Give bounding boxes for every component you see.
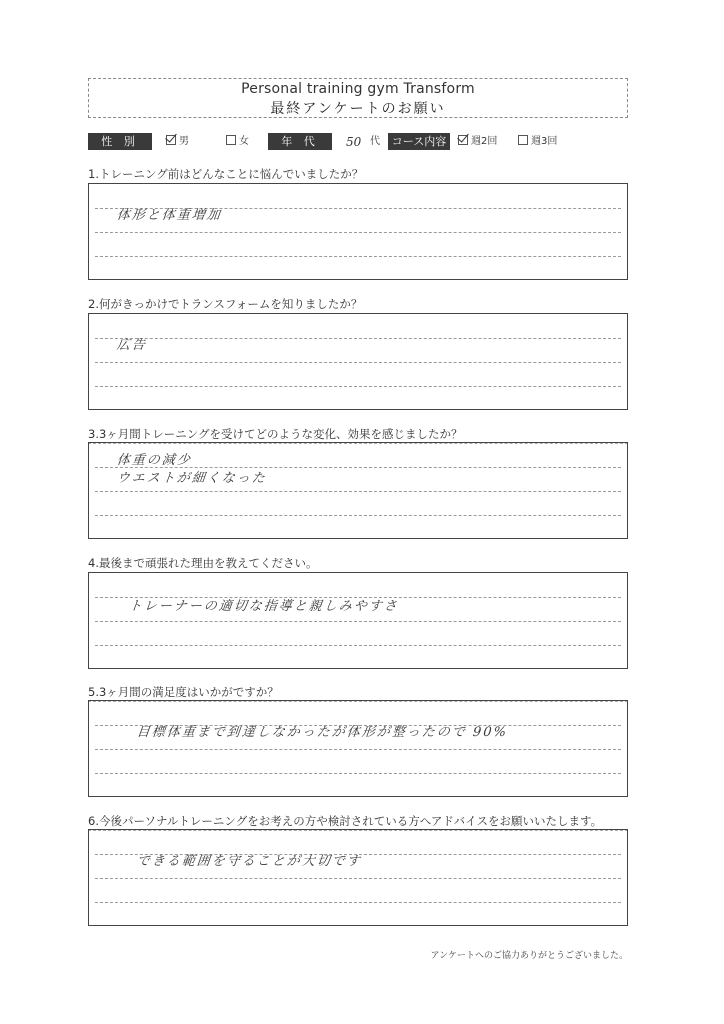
checkbox-icon <box>226 135 236 145</box>
question-5: 5.3ヶ月間の満足度はいかがですか？ <box>88 684 628 702</box>
answer-box-1[interactable] <box>88 183 628 280</box>
age-unit: 代 <box>370 136 380 147</box>
gender-option-female[interactable]: 女 <box>226 134 249 150</box>
course-label: コース内容 <box>388 133 450 150</box>
question-4: 4.最後まで頑張れた理由を教えてください。 <box>88 555 628 573</box>
answer-box-6[interactable] <box>88 829 628 926</box>
answer-box-3[interactable] <box>88 442 628 539</box>
answer-3-line-2: ウエストが細くなった <box>116 471 268 486</box>
answer-line <box>95 362 621 363</box>
answer-line <box>95 773 621 774</box>
checkbox-icon <box>458 135 468 145</box>
answer-line <box>95 338 621 339</box>
answer-line <box>95 749 621 750</box>
question-1: 1.トレーニング前はどんなことに悩んでいましたか？ <box>88 166 628 184</box>
course-option-twice-weekly[interactable]: 週2回 <box>458 134 497 150</box>
answer-box-4[interactable] <box>88 572 628 669</box>
age-value[interactable]: 50 <box>346 135 362 149</box>
answer-2-line-1: 広告 <box>116 338 148 353</box>
answer-line <box>95 256 621 257</box>
answer-line <box>95 515 621 516</box>
answer-line <box>95 621 621 622</box>
gender-label: 性 別 <box>88 133 152 150</box>
answer-line <box>95 902 621 903</box>
answer-5-line-1: 目標体重まで到達しなかったが体形が整ったので 90% <box>136 725 509 740</box>
answer-box-2[interactable] <box>88 313 628 410</box>
answer-1-line-1: 体形と体重増加 <box>116 208 223 223</box>
course-option-thrice-weekly[interactable]: 週3回 <box>518 134 557 150</box>
answer-box-5[interactable] <box>88 700 628 797</box>
survey-title: 最終アンケートのお願い <box>270 101 446 117</box>
answer-line <box>95 232 621 233</box>
answer-line <box>95 386 621 387</box>
question-3: 3.3ヶ月間トレーニングを受けてどのような変化、効果を感じましたか？ <box>88 426 628 444</box>
gender-option-male[interactable]: 男 <box>166 134 189 150</box>
gym-name: Personal training gym Transform <box>241 81 475 97</box>
header-box <box>88 78 628 118</box>
checkbox-icon <box>166 135 176 145</box>
thank-you-note: アンケートへのご協力ありがとうございました。 <box>430 951 628 961</box>
answer-6-line-1: できる範囲を守ることが大切です <box>136 854 363 869</box>
answer-line <box>95 878 621 879</box>
answer-4-line-1: トレーナーの適切な指導と親しみやすさ <box>128 599 400 614</box>
question-6: 6.今後パーソナルトレーニングをお考えの方や検討されている方へアドバイスをお願いいたします。 <box>88 813 628 831</box>
respondent-info-row <box>88 133 628 151</box>
answer-line <box>95 491 621 492</box>
age-label: 年 代 <box>268 133 332 150</box>
answer-line <box>95 645 621 646</box>
question-2: 2.何がきっかけでトランスフォームを知りましたか？ <box>88 296 628 314</box>
checkbox-icon <box>518 135 528 145</box>
answer-3-line-1: 体重の減少 <box>116 453 193 468</box>
